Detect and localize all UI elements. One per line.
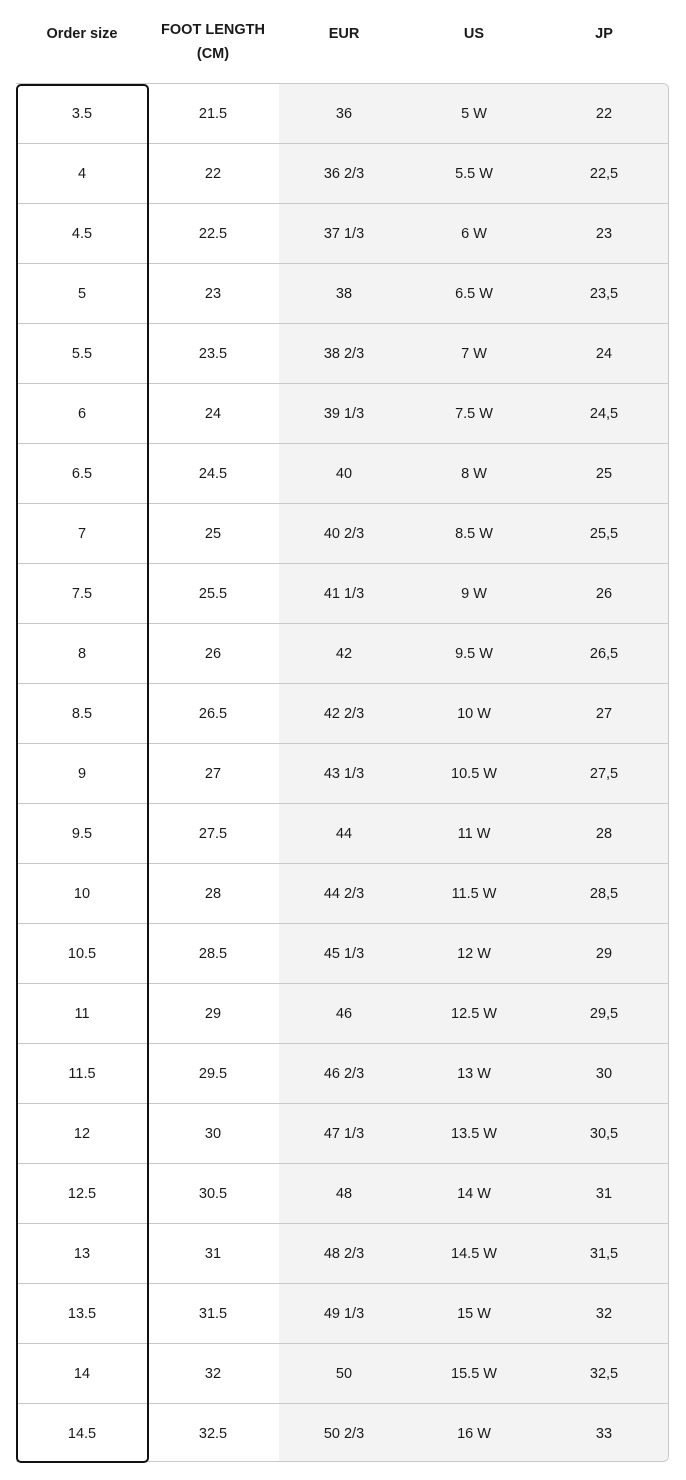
cell-foot-length: 30.5 [198,1186,228,1202]
cell-foot-length: 24.5 [198,466,228,482]
header-eur [279,0,409,83]
cell-eur: 37 1/3 [323,226,365,242]
cell-order-size: 8.5 [71,706,93,722]
size-row [16,1104,669,1164]
cell-jp: 32 [595,1306,613,1322]
cell-foot-length: 31 [204,1246,222,1262]
header-foot-length-line2: (CM) [196,45,230,62]
cell-us: 11.5 W [451,886,497,902]
cell-order-size: 13 [73,1246,91,1262]
cell-jp: 24 [595,346,613,362]
cell-eur: 48 2/3 [323,1246,365,1262]
cell-eur: 43 1/3 [323,766,365,782]
cell-foot-length: 28 [204,886,222,902]
cell-us: 10.5 W [451,766,497,782]
size-row [16,684,669,744]
cell-foot-length: 26.5 [198,706,228,722]
header-order-size-label: Order size [46,25,118,42]
cell-jp: 29,5 [589,1006,619,1022]
cell-jp: 26,5 [589,646,619,662]
cell-jp: 27 [595,706,613,722]
size-row [16,264,669,324]
cell-order-size: 5 [77,286,87,302]
cell-order-size: 12 [73,1126,91,1142]
size-row [16,444,669,504]
cell-foot-length: 27.5 [198,826,228,842]
cell-foot-length: 29.5 [198,1066,228,1082]
cell-jp: 28 [595,826,613,842]
cell-order-size: 9.5 [71,826,93,842]
cell-us: 9.5 W [455,646,493,662]
header-jp [539,0,669,83]
size-row [16,744,669,804]
cell-jp: 30,5 [589,1126,619,1142]
cell-us: 5 W [461,106,487,122]
cell-us: 8.5 W [455,526,493,542]
size-row [16,864,669,924]
header-foot-length-line1: FOOT LENGTH [161,21,265,38]
size-row [16,1284,669,1344]
cell-order-size: 6.5 [71,466,93,482]
cell-eur: 44 2/3 [323,886,365,902]
cell-order-size: 9 [77,766,87,782]
cell-order-size: 4.5 [71,226,93,242]
cell-us: 6.5 W [455,286,493,302]
cell-foot-length: 32.5 [198,1426,228,1442]
size-row [16,804,669,864]
cell-eur: 36 2/3 [323,166,365,182]
cell-order-size: 5.5 [71,346,93,362]
cell-jp: 29 [595,946,613,962]
cell-eur: 39 1/3 [323,406,365,422]
cell-jp: 32,5 [589,1366,619,1382]
cell-order-size: 14 [73,1366,91,1382]
cell-foot-length: 32 [204,1366,222,1382]
cell-order-size: 4 [77,166,87,182]
cell-order-size: 10 [73,886,91,902]
cell-us: 7 W [461,346,487,362]
cell-us: 9 W [461,586,487,602]
cell-order-size: 14.5 [67,1426,97,1442]
cell-us: 15 W [457,1306,491,1322]
header-us-label: US [463,25,485,42]
cell-jp: 25,5 [589,526,619,542]
cell-jp: 26 [595,586,613,602]
header-eur-label: EUR [328,25,360,42]
cell-us: 16 W [457,1426,491,1442]
cell-foot-length: 28.5 [198,946,228,962]
header-jp-label: JP [595,25,613,42]
cell-order-size: 12.5 [67,1186,97,1202]
cell-foot-length: 22.5 [198,226,228,242]
cell-order-size: 7.5 [71,586,93,602]
cell-us: 7.5 W [455,406,493,422]
cell-order-size: 10.5 [67,946,97,962]
cell-foot-length: 22 [204,166,222,182]
cell-foot-length: 30 [204,1126,222,1142]
cell-eur: 36 [335,106,353,122]
cell-eur: 46 2/3 [323,1066,365,1082]
size-row [16,924,669,984]
cell-us: 14.5 W [451,1246,497,1262]
cell-foot-length: 26 [204,646,222,662]
cell-jp: 28,5 [589,886,619,902]
cell-order-size: 3.5 [71,106,93,122]
cell-eur: 40 2/3 [323,526,365,542]
size-row [16,1344,669,1404]
cell-foot-length: 29 [204,1006,222,1022]
cell-us: 6 W [461,226,487,242]
cell-jp: 23,5 [589,286,619,302]
cell-eur: 47 1/3 [323,1126,365,1142]
cell-eur: 46 [335,1006,353,1022]
size-row [16,84,669,144]
size-row [16,1044,669,1104]
size-row [16,624,669,684]
cell-foot-length: 24 [204,406,222,422]
cell-us: 12 W [457,946,491,962]
size-row [16,324,669,384]
cell-us: 14 W [457,1186,491,1202]
cell-foot-length: 31.5 [198,1306,228,1322]
cell-eur: 41 1/3 [323,586,365,602]
cell-order-size: 13.5 [67,1306,97,1322]
size-row [16,144,669,204]
cell-jp: 31 [595,1186,613,1202]
cell-jp: 22,5 [589,166,619,182]
cell-order-size: 11 [74,1006,90,1022]
header-foot-length [148,0,278,83]
cell-eur: 38 2/3 [323,346,365,362]
cell-us: 11 W [457,826,491,842]
cell-foot-length: 25.5 [198,586,228,602]
header-foot-length-text [161,18,265,66]
cell-order-size: 6 [77,406,87,422]
size-row [16,1164,669,1224]
cell-jp: 27,5 [589,766,619,782]
header-order-size [16,0,148,83]
cell-foot-length: 27 [204,766,222,782]
cell-us: 8 W [461,466,487,482]
cell-jp: 33 [595,1426,613,1442]
size-row [16,1404,669,1464]
cell-eur: 50 [335,1366,353,1382]
size-row [16,204,669,264]
cell-order-size: 7 [77,526,87,542]
cell-us: 13 W [457,1066,491,1082]
size-table-header [16,0,670,83]
cell-foot-length: 23.5 [198,346,228,362]
size-row [16,504,669,564]
cell-us: 15.5 W [451,1366,497,1382]
cell-us: 12.5 W [451,1006,497,1022]
cell-foot-length: 23 [204,286,222,302]
cell-us: 13.5 W [451,1126,497,1142]
cell-jp: 30 [595,1066,613,1082]
cell-eur: 42 2/3 [323,706,365,722]
cell-eur: 48 [335,1186,353,1202]
cell-eur: 45 1/3 [323,946,365,962]
cell-eur: 44 [335,826,353,842]
cell-us: 10 W [457,706,491,722]
header-us [409,0,539,83]
cell-eur: 49 1/3 [323,1306,365,1322]
size-row [16,384,669,444]
cell-jp: 31,5 [589,1246,619,1262]
cell-jp: 25 [595,466,613,482]
cell-jp: 23 [595,226,613,242]
cell-eur: 42 [335,646,353,662]
cell-us: 5.5 W [455,166,493,182]
cell-order-size: 11.5 [68,1066,96,1082]
cell-foot-length: 25 [204,526,222,542]
size-row [16,564,669,624]
cell-eur: 40 [335,466,353,482]
cell-foot-length: 21.5 [198,106,228,122]
cell-jp: 22 [595,106,613,122]
cell-jp: 24,5 [589,406,619,422]
size-row [16,1224,669,1284]
cell-eur: 50 2/3 [323,1426,365,1442]
size-row [16,984,669,1044]
cell-order-size: 8 [77,646,87,662]
cell-eur: 38 [335,286,353,302]
